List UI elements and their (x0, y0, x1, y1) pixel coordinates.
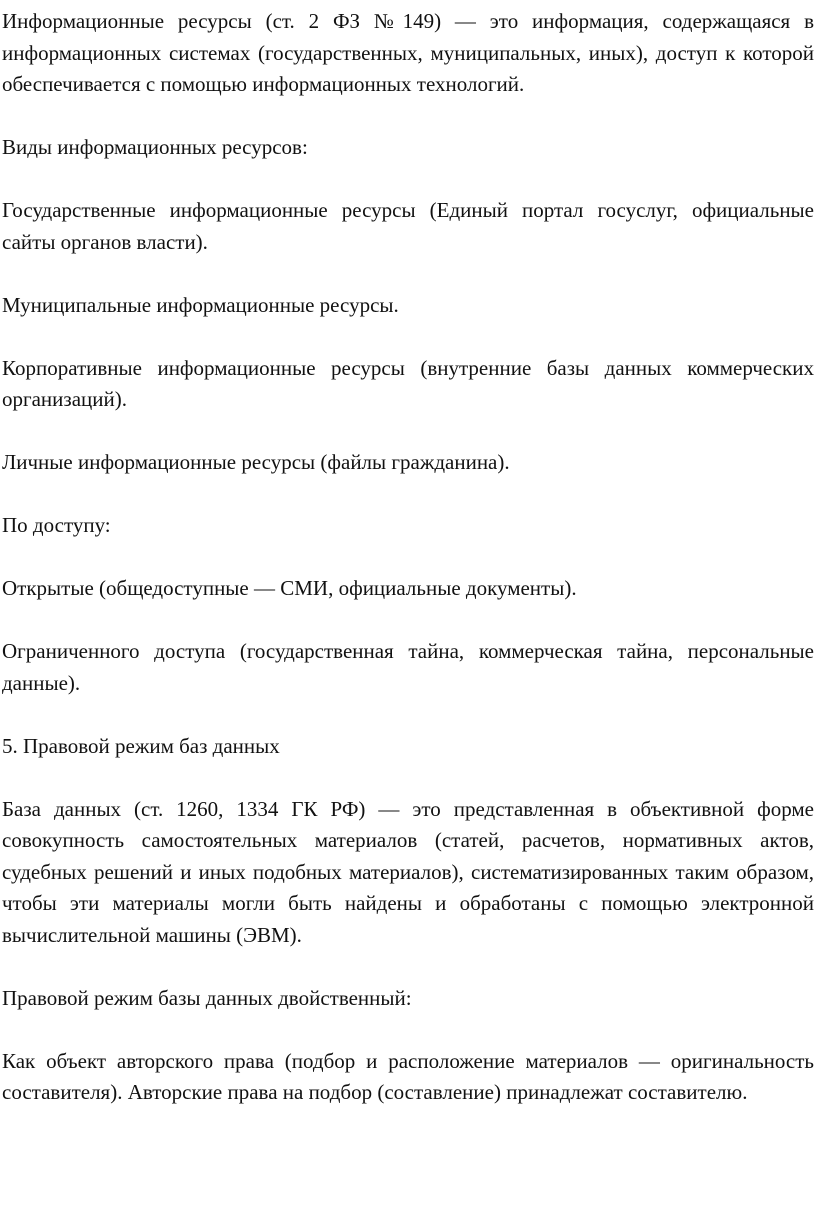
paragraph-restricted-access: Ограниченного доступа (государственная тайна, коммерческая тайна, персональные данные). (2, 639, 814, 695)
paragraph-by-access-heading: По доступу: (2, 513, 111, 537)
paragraph-database-definition: База данных (ст. 1260, 1334 ГК РФ) — это представленная в объективной форме совокупность самостоятельных материалов (статей, расчетов, нормативных актов, судебных решений и иных подобных материалов), систематизированных таким образом, чтобы эти материалы могли быть найдены и обработаны с помощью электронной вычислительной машины (ЭВМ). (2, 796, 814, 947)
paragraph-open-access: Открытые (общедоступные — СМИ, официальные документы). (2, 576, 577, 600)
section-heading-database-regime: 5. Правовой режим баз данных (2, 733, 280, 758)
paragraph-information-resources-definition: Информационные ресурсы (ст. 2 ФЗ №149) — это информация, содержащаяся в информационных системах (государственных, муниципальных, иных), доступ к которой обеспечивается с помощью информационных технологий. (2, 9, 814, 96)
paragraph-state-resources: Государственные информационные ресурсы (Единый портал госуслуг, официальные сайты органов власти). (2, 198, 814, 254)
paragraph-types-heading: Виды информационных ресурсов: (2, 135, 308, 159)
paragraph-corporate-resources: Корпоративные информационные ресурсы (внутренние базы данных коммерческих организаций). (2, 355, 814, 411)
paragraph-copyright-object: Как объект авторского права (подбор и расположение материалов — оригинальность составителя). Авторские права на подбор (составление) принадлежат составителю. (2, 1048, 814, 1104)
paragraph-personal-resources: Личные информационные ресурсы (файлы гражданина). (2, 450, 510, 474)
paragraph-municipal-resources: Муниципальные информационные ресурсы. (2, 292, 399, 317)
paragraph-dual-regime: Правовой режим базы данных двойственный: (2, 985, 412, 1010)
